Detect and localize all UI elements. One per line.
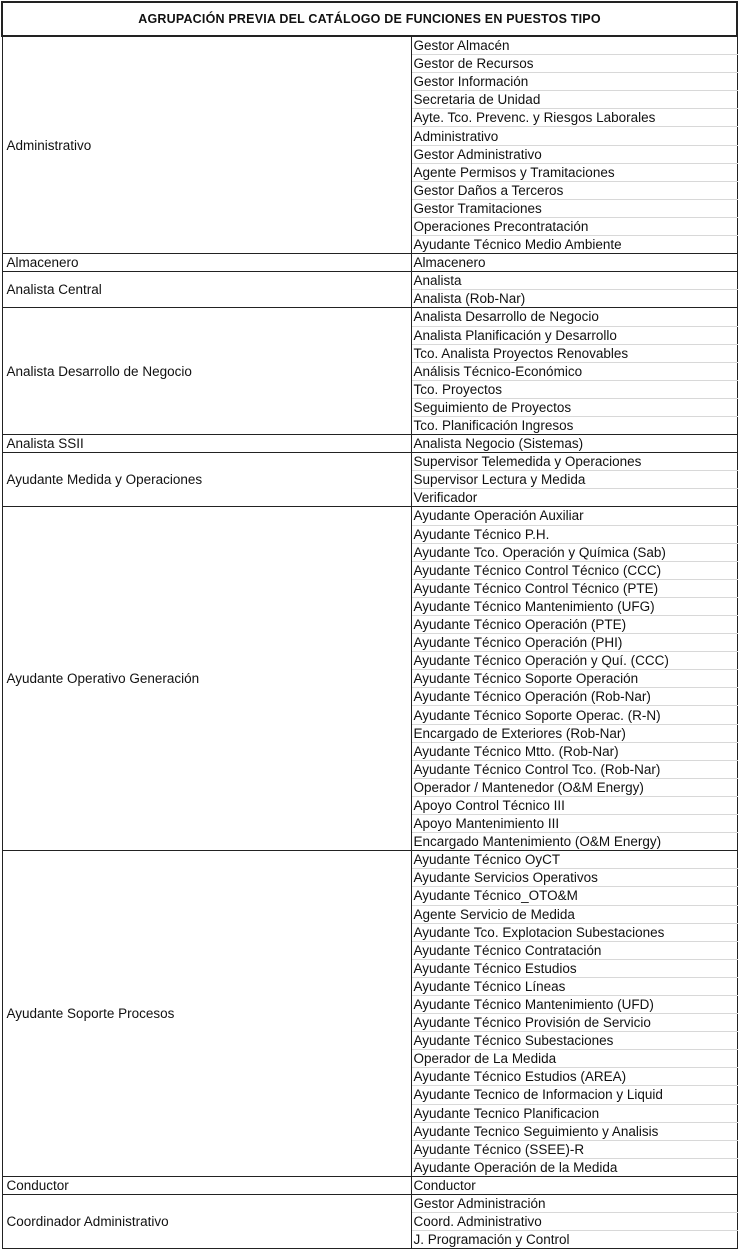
group-name-cell: Administrativo [2, 36, 411, 254]
function-cell: Ayudante Técnico Control Técnico (CCC) [411, 561, 737, 579]
table-row [2, 1176, 737, 1194]
function-cell: Ayudante Técnico Mtto. (Rob-Nar) [411, 742, 737, 760]
function-cell: Ayudante Técnico Medio Ambiente [411, 236, 737, 254]
function-cell: Ayudante Técnico Operación (Rob-Nar) [411, 688, 737, 706]
table-row [2, 272, 737, 290]
function-cell: Análisis Técnico-Económico [411, 362, 737, 380]
group-name-cell: Ayudante Medida y Operaciones [2, 453, 411, 507]
function-cell: Analista [411, 272, 737, 290]
function-cell: Ayudante Técnico Mantenimiento (UFD) [411, 995, 737, 1013]
function-cell: Ayudante Técnico Soporte Operación [411, 670, 737, 688]
table-row [2, 507, 737, 525]
group-name-cell: Almacenero [2, 254, 411, 272]
function-cell: Analista Desarrollo de Negocio [411, 308, 737, 326]
function-cell: Ayudante Técnico Operación y Quí. (CCC) [411, 652, 737, 670]
function-cell: Supervisor Telemedida y Operaciones [411, 453, 737, 471]
function-cell: Ayudante Servicios Operativos [411, 869, 737, 887]
function-cell: Ayte. Tco. Prevenc. y Riesgos Laborales [411, 109, 737, 127]
table-row [2, 453, 737, 471]
function-cell: Ayudante Técnico Operación (PHI) [411, 634, 737, 652]
function-cell: Ayudante Técnico Mantenimiento (UFG) [411, 597, 737, 615]
function-cell: Tco. Planificación Ingresos [411, 416, 737, 434]
function-cell: Tco. Analista Proyectos Renovables [411, 344, 737, 362]
table-row [2, 36, 737, 55]
table-row [2, 1195, 737, 1213]
function-cell: Ayudante Técnico Control Tco. (Rob-Nar) [411, 760, 737, 778]
function-cell: Analista (Rob-Nar) [411, 290, 737, 308]
function-cell: Encargado Mantenimiento (O&M Energy) [411, 833, 737, 851]
function-cell: Ayudante Técnico Estudios [411, 959, 737, 977]
table-row [2, 254, 737, 272]
group-name-cell: Analista Desarrollo de Negocio [2, 308, 411, 435]
function-cell: Ayudante Técnico P.H. [411, 525, 737, 543]
function-cell: Ayudante Tecnico de Informacion y Liquid [411, 1086, 737, 1104]
function-cell: Verificador [411, 489, 737, 507]
group-name-cell: Ayudante Soporte Procesos [2, 851, 411, 1177]
function-cell: Ayudante Técnico Subestaciones [411, 1032, 737, 1050]
table-row [2, 851, 737, 869]
table-title: AGRUPACIÓN PREVIA DEL CATÁLOGO DE FUNCIONES EN PUESTOS TIPO [2, 2, 737, 36]
function-cell: Ayudante Operación de la Medida [411, 1158, 737, 1176]
function-cell: Ayudante Tecnico Planificacion [411, 1104, 737, 1122]
function-cell: Gestor Tramitaciones [411, 199, 737, 217]
function-cell: Seguimiento de Proyectos [411, 398, 737, 416]
function-cell: Secretaria de Unidad [411, 91, 737, 109]
function-cell: Ayudante Técnico_OTO&M [411, 887, 737, 905]
group-name-cell: Analista Central [2, 272, 411, 308]
function-cell: Operador de La Medida [411, 1050, 737, 1068]
function-cell: Analista Negocio (Sistemas) [411, 435, 737, 453]
function-cell: Ayudante Técnico Operación (PTE) [411, 616, 737, 634]
function-cell: Gestor Administración [411, 1195, 737, 1213]
function-cell: Ayudante Técnico Líneas [411, 977, 737, 995]
function-cell: Ayudante Técnico Contratación [411, 941, 737, 959]
table-row [2, 308, 737, 326]
catalog-table [1, 1, 738, 1249]
function-cell: Supervisor Lectura y Medida [411, 471, 737, 489]
function-cell: Gestor Administrativo [411, 145, 737, 163]
function-cell: Almacenero [411, 254, 737, 272]
function-cell: Operaciones Precontratación [411, 217, 737, 235]
function-cell: Agente Permisos y Tramitaciones [411, 163, 737, 181]
function-cell: Administrativo [411, 127, 737, 145]
function-cell: Tco. Proyectos [411, 380, 737, 398]
function-cell: Ayudante Tco. Explotacion Subestaciones [411, 923, 737, 941]
function-cell: Gestor de Recursos [411, 55, 737, 73]
function-cell: Ayudante Técnico OyCT [411, 851, 737, 869]
group-name-cell: Conductor [2, 1176, 411, 1194]
function-cell: Conductor [411, 1176, 737, 1194]
function-cell: Ayudante Técnico Estudios (AREA) [411, 1068, 737, 1086]
title-row [2, 2, 737, 36]
function-cell: Ayudante Técnico Provisión de Servicio [411, 1014, 737, 1032]
function-cell: Ayudante Técnico (SSEE)-R [411, 1140, 737, 1158]
function-cell: Gestor Daños a Terceros [411, 181, 737, 199]
function-cell: Ayudante Técnico Control Técnico (PTE) [411, 579, 737, 597]
function-cell: Ayudante Operación Auxiliar [411, 507, 737, 525]
function-cell: Gestor Almacén [411, 36, 737, 55]
function-cell: Agente Servicio de Medida [411, 905, 737, 923]
function-cell: Apoyo Mantenimiento III [411, 815, 737, 833]
function-cell: Operador / Mantenedor (O&M Energy) [411, 778, 737, 796]
group-name-cell: Coordinador Administrativo [2, 1195, 411, 1249]
table-row [2, 435, 737, 453]
function-cell: Analista Planificación y Desarrollo [411, 326, 737, 344]
function-cell: Gestor Información [411, 73, 737, 91]
group-name-cell: Ayudante Operativo Generación [2, 507, 411, 851]
function-cell: Coord. Administrativo [411, 1213, 737, 1231]
group-name-cell: Analista SSII [2, 435, 411, 453]
function-cell: Ayudante Técnico Soporte Operac. (R-N) [411, 706, 737, 724]
function-cell: Encargado de Exteriores (Rob-Nar) [411, 724, 737, 742]
function-cell: Ayudante Tco. Operación y Química (Sab) [411, 543, 737, 561]
function-cell: J. Programación y Control [411, 1231, 737, 1249]
function-cell: Apoyo Control Técnico III [411, 796, 737, 814]
function-cell: Ayudante Tecnico Seguimiento y Analisis [411, 1122, 737, 1140]
